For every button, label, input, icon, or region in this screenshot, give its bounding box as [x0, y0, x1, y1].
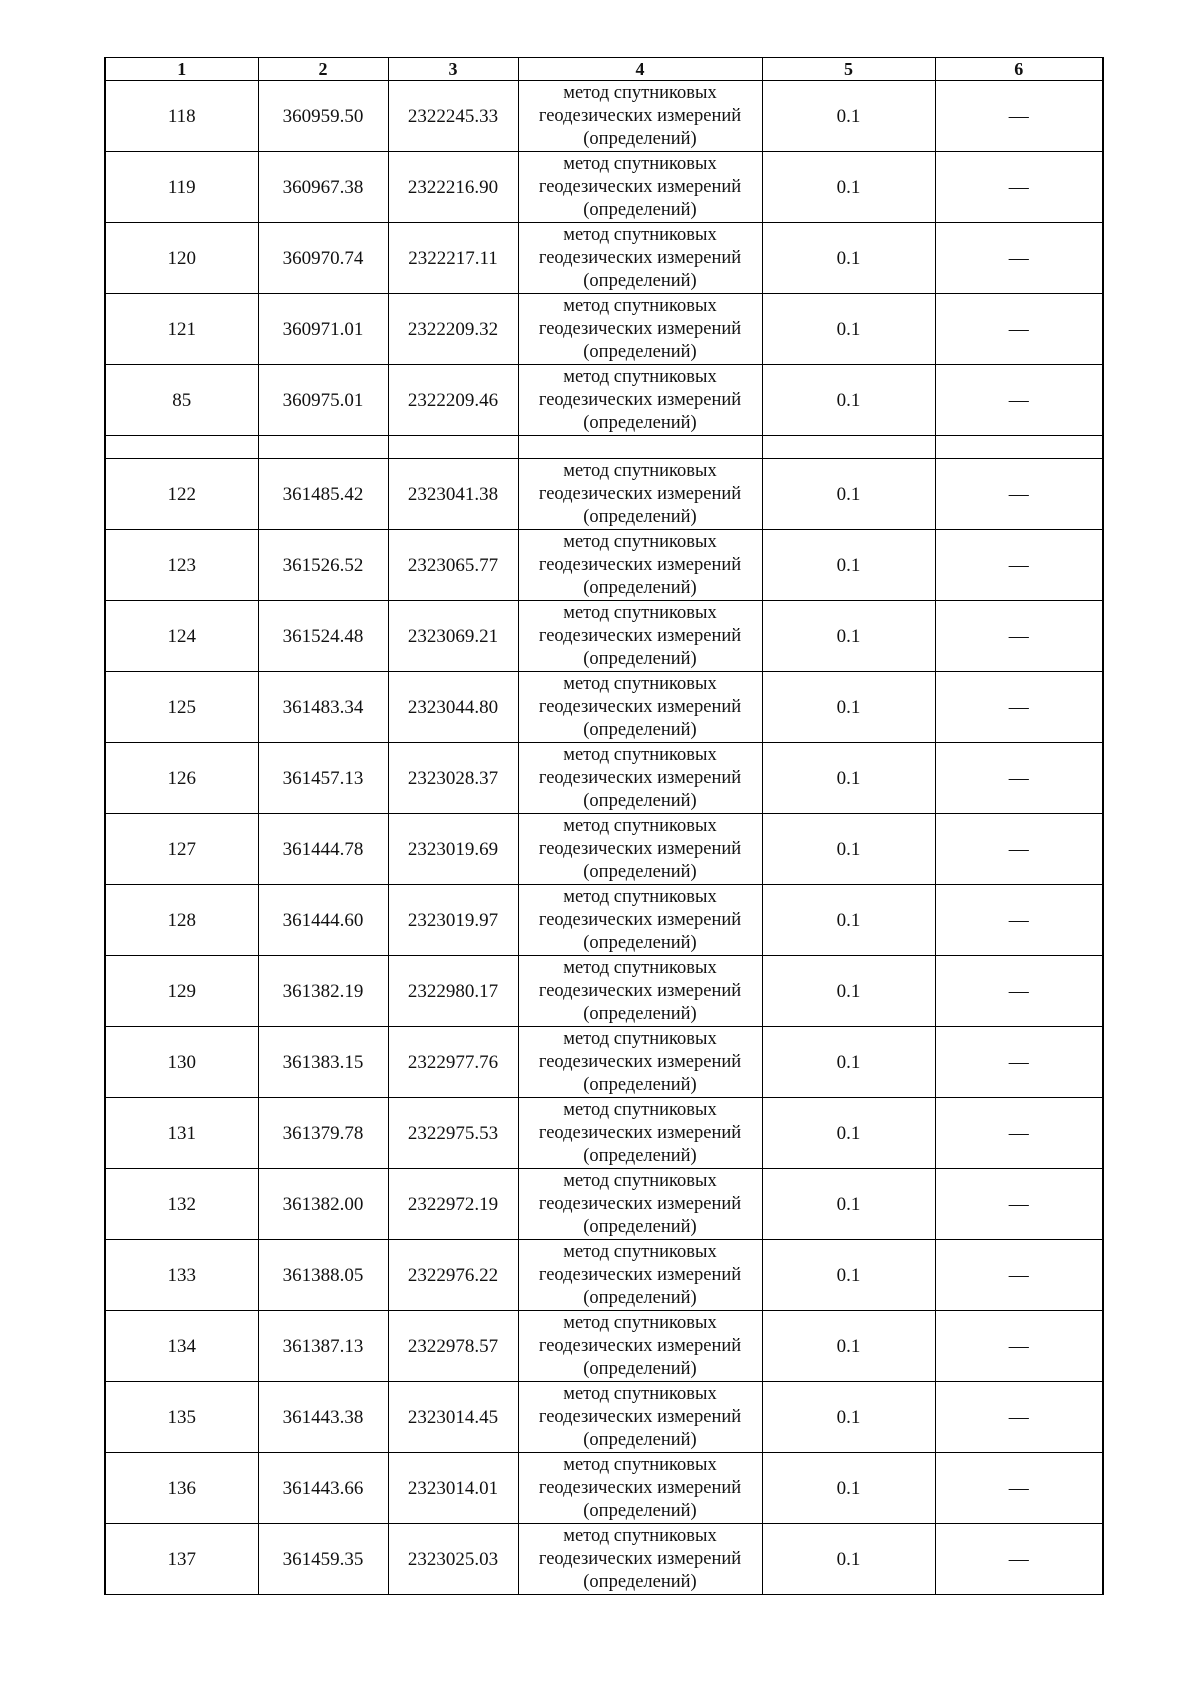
method-cell: метод спутниковых геодезических измерений (определений) [518, 1098, 762, 1169]
description-cell: — [935, 530, 1103, 601]
point-cell: 134 [105, 1311, 258, 1382]
point-cell: 123 [105, 530, 258, 601]
y-coordinate-cell: 2323014.45 [388, 1382, 518, 1453]
x-coordinate-cell: 361388.05 [258, 1240, 388, 1311]
method-cell: метод спутниковых геодезических измерений (определений) [518, 814, 762, 885]
contour-separator-row [105, 436, 1103, 459]
x-coordinate-cell: 361485.42 [258, 459, 388, 530]
description-cell: — [935, 223, 1103, 294]
accuracy-cell: 0.1 [762, 365, 935, 436]
empty-cell [518, 436, 762, 459]
accuracy-cell: 0.1 [762, 1382, 935, 1453]
method-cell: метод спутниковых геодезических измерений (определений) [518, 1169, 762, 1240]
table-header [105, 58, 1103, 81]
method-cell: метод спутниковых геодезических измерений (определений) [518, 956, 762, 1027]
accuracy-cell: 0.1 [762, 223, 935, 294]
table-row [105, 672, 1103, 743]
x-coordinate-cell: 360959.50 [258, 81, 388, 152]
table-row [105, 814, 1103, 885]
point-cell: 136 [105, 1453, 258, 1524]
header-col-2: 2 [258, 58, 388, 81]
accuracy-cell: 0.1 [762, 459, 935, 530]
accuracy-cell: 0.1 [762, 743, 935, 814]
description-cell: — [935, 672, 1103, 743]
table-row [105, 1453, 1103, 1524]
point-cell: 128 [105, 885, 258, 956]
y-coordinate-cell: 2322972.19 [388, 1169, 518, 1240]
method-cell: метод спутниковых геодезических измерений (определений) [518, 530, 762, 601]
y-coordinate-cell: 2322209.32 [388, 294, 518, 365]
method-cell: метод спутниковых геодезических измерений (определений) [518, 672, 762, 743]
description-cell: — [935, 365, 1103, 436]
accuracy-cell: 0.1 [762, 1098, 935, 1169]
accuracy-cell: 0.1 [762, 1169, 935, 1240]
description-cell: — [935, 601, 1103, 672]
accuracy-cell: 0.1 [762, 601, 935, 672]
y-coordinate-cell: 2323014.01 [388, 1453, 518, 1524]
point-cell: 129 [105, 956, 258, 1027]
description-cell: — [935, 81, 1103, 152]
point-cell: 137 [105, 1524, 258, 1595]
description-cell: — [935, 1382, 1103, 1453]
x-coordinate-cell: 361444.78 [258, 814, 388, 885]
point-cell: 122 [105, 459, 258, 530]
y-coordinate-cell: 2323065.77 [388, 530, 518, 601]
method-cell: метод спутниковых геодезических измерений (определений) [518, 1240, 762, 1311]
table-row [105, 743, 1103, 814]
accuracy-cell: 0.1 [762, 1027, 935, 1098]
method-cell: метод спутниковых геодезических измерений (определений) [518, 152, 762, 223]
accuracy-cell: 0.1 [762, 1311, 935, 1382]
description-cell: — [935, 1169, 1103, 1240]
description-cell: — [935, 152, 1103, 223]
accuracy-cell: 0.1 [762, 885, 935, 956]
point-cell: 130 [105, 1027, 258, 1098]
table-row [105, 885, 1103, 956]
x-coordinate-cell: 360971.01 [258, 294, 388, 365]
x-coordinate-cell: 361382.00 [258, 1169, 388, 1240]
y-coordinate-cell: 2322975.53 [388, 1098, 518, 1169]
point-cell: 125 [105, 672, 258, 743]
description-cell: — [935, 743, 1103, 814]
accuracy-cell: 0.1 [762, 1240, 935, 1311]
accuracy-cell: 0.1 [762, 530, 935, 601]
method-cell: метод спутниковых геодезических измерений (определений) [518, 1524, 762, 1595]
point-cell: 118 [105, 81, 258, 152]
point-cell: 120 [105, 223, 258, 294]
table-row [105, 1524, 1103, 1595]
empty-cell [258, 436, 388, 459]
accuracy-cell: 0.1 [762, 956, 935, 1027]
method-cell: метод спутниковых геодезических измерений (определений) [518, 365, 762, 436]
header-col-3: 3 [388, 58, 518, 81]
y-coordinate-cell: 2323019.69 [388, 814, 518, 885]
y-coordinate-cell: 2322216.90 [388, 152, 518, 223]
description-cell: — [935, 294, 1103, 365]
point-cell: 132 [105, 1169, 258, 1240]
accuracy-cell: 0.1 [762, 814, 935, 885]
point-cell: 126 [105, 743, 258, 814]
method-cell: метод спутниковых геодезических измерений (определений) [518, 601, 762, 672]
point-cell: 133 [105, 1240, 258, 1311]
description-cell: — [935, 1240, 1103, 1311]
point-cell: 119 [105, 152, 258, 223]
empty-cell [762, 436, 935, 459]
method-cell: метод спутниковых геодезических измерений (определений) [518, 294, 762, 365]
description-cell: — [935, 459, 1103, 530]
method-cell: метод спутниковых геодезических измерений (определений) [518, 1311, 762, 1382]
y-coordinate-cell: 2322976.22 [388, 1240, 518, 1311]
x-coordinate-cell: 360970.74 [258, 223, 388, 294]
method-cell: метод спутниковых геодезических измерений (определений) [518, 1027, 762, 1098]
point-cell: 121 [105, 294, 258, 365]
table-row [105, 152, 1103, 223]
table-body [105, 81, 1103, 1595]
table-row [105, 81, 1103, 152]
accuracy-cell: 0.1 [762, 81, 935, 152]
description-cell: — [935, 1453, 1103, 1524]
method-cell: метод спутниковых геодезических измерений (определений) [518, 743, 762, 814]
y-coordinate-cell: 2322217.11 [388, 223, 518, 294]
y-coordinate-cell: 2322245.33 [388, 81, 518, 152]
description-cell: — [935, 814, 1103, 885]
method-cell: метод спутниковых геодезических измерений (определений) [518, 81, 762, 152]
table-row [105, 530, 1103, 601]
x-coordinate-cell: 361379.78 [258, 1098, 388, 1169]
x-coordinate-cell: 361387.13 [258, 1311, 388, 1382]
header-row [105, 58, 1103, 81]
point-cell: 85 [105, 365, 258, 436]
y-coordinate-cell: 2323025.03 [388, 1524, 518, 1595]
table-row [105, 223, 1103, 294]
y-coordinate-cell: 2323041.38 [388, 459, 518, 530]
x-coordinate-cell: 361526.52 [258, 530, 388, 601]
header-col-4: 4 [518, 58, 762, 81]
x-coordinate-cell: 361443.38 [258, 1382, 388, 1453]
y-coordinate-cell: 2322209.46 [388, 365, 518, 436]
header-col-5: 5 [762, 58, 935, 81]
table-row [105, 1240, 1103, 1311]
method-cell: метод спутниковых геодезических измерений (определений) [518, 459, 762, 530]
x-coordinate-cell: 361524.48 [258, 601, 388, 672]
y-coordinate-cell: 2323019.97 [388, 885, 518, 956]
y-coordinate-cell: 2322978.57 [388, 1311, 518, 1382]
y-coordinate-cell: 2323069.21 [388, 601, 518, 672]
header-col-1: 1 [105, 58, 258, 81]
accuracy-cell: 0.1 [762, 672, 935, 743]
description-cell: — [935, 885, 1103, 956]
description-cell: — [935, 1524, 1103, 1595]
method-cell: метод спутниковых геодезических измерений (определений) [518, 223, 762, 294]
accuracy-cell: 0.1 [762, 294, 935, 365]
x-coordinate-cell: 360975.01 [258, 365, 388, 436]
accuracy-cell: 0.1 [762, 1524, 935, 1595]
method-cell: метод спутниковых геодезических измерений (определений) [518, 885, 762, 956]
method-cell: метод спутниковых геодезических измерений (определений) [518, 1382, 762, 1453]
table-row [105, 294, 1103, 365]
y-coordinate-cell: 2322977.76 [388, 1027, 518, 1098]
x-coordinate-cell: 361457.13 [258, 743, 388, 814]
method-cell: метод спутниковых геодезических измерений (определений) [518, 1453, 762, 1524]
description-cell: — [935, 1311, 1103, 1382]
description-cell: — [935, 1098, 1103, 1169]
header-col-6: 6 [935, 58, 1103, 81]
table-row [105, 1311, 1103, 1382]
table-row [105, 1098, 1103, 1169]
x-coordinate-cell: 361382.19 [258, 956, 388, 1027]
y-coordinate-cell: 2323044.80 [388, 672, 518, 743]
accuracy-cell: 0.1 [762, 1453, 935, 1524]
empty-cell [388, 436, 518, 459]
table-row [105, 1169, 1103, 1240]
coordinates-table [104, 57, 1104, 1595]
point-cell: 131 [105, 1098, 258, 1169]
point-cell: 124 [105, 601, 258, 672]
x-coordinate-cell: 361444.60 [258, 885, 388, 956]
point-cell: 127 [105, 814, 258, 885]
x-coordinate-cell: 361443.66 [258, 1453, 388, 1524]
table-row [105, 459, 1103, 530]
description-cell: — [935, 956, 1103, 1027]
x-coordinate-cell: 361483.34 [258, 672, 388, 743]
table-row [105, 1027, 1103, 1098]
description-cell: — [935, 1027, 1103, 1098]
empty-cell [105, 436, 258, 459]
x-coordinate-cell: 361459.35 [258, 1524, 388, 1595]
x-coordinate-cell: 361383.15 [258, 1027, 388, 1098]
table-row [105, 956, 1103, 1027]
table-row [105, 365, 1103, 436]
accuracy-cell: 0.1 [762, 152, 935, 223]
table-row [105, 601, 1103, 672]
empty-cell [935, 436, 1103, 459]
x-coordinate-cell: 360967.38 [258, 152, 388, 223]
y-coordinate-cell: 2322980.17 [388, 956, 518, 1027]
point-cell: 135 [105, 1382, 258, 1453]
table-row [105, 1382, 1103, 1453]
y-coordinate-cell: 2323028.37 [388, 743, 518, 814]
